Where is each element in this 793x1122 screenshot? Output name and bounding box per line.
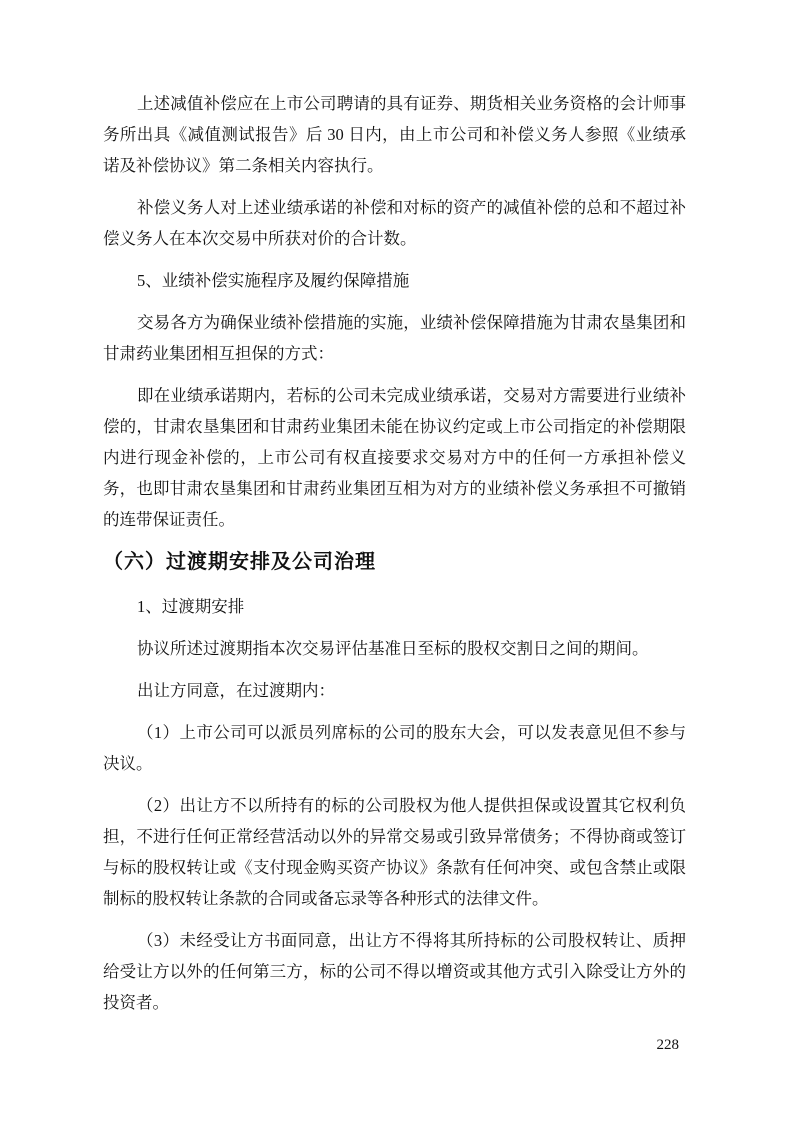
paragraph: 补偿义务人对上述业绩承诺的补偿和对标的资产的减值补偿的总和不超过补偿义务人在本次交易中所获对价的合计数。 <box>103 198 686 248</box>
numbered-subheading: 1、过渡期安排 <box>137 597 245 616</box>
paragraph: （1）上市公司可以派员列席标的公司的股东大会，可以发表意见但不参与决议。 <box>103 723 686 773</box>
paragraph: 即在业绩承诺期内，若标的公司未完成业绩承诺，交易对方需要进行业绩补偿的，甘肃农垦集团和甘肃药业集团未能在协议约定或上市公司指定的补偿期限内进行现金补偿的，上市公司有权直接要求交易对方中的任何一方承担补偿义务，也即甘肃农垦集团和甘肃药业集团互相为对方的业绩补偿义务承担不可撤销的连带保证责任。 <box>103 386 686 529</box>
numbered-subheading: 5、业绩补偿实施程序及履约保障措施 <box>137 271 410 290</box>
paragraph: 交易各方为确保业绩补偿措施的实施，业绩补偿保障措施为甘肃农垦集团和甘肃药业集团相互担保的方式： <box>103 313 686 363</box>
page-number: 228 <box>656 1037 679 1053</box>
paragraph: 上述减值补偿应在上市公司聘请的具有证券、期货相关业务资格的会计师事务所出具《减值测试报告》后 30 日内，由上市公司和补偿义务人参照《业绩承诺及补偿协议》第二条相关内容执行。 <box>103 94 686 175</box>
paragraph: （3）未经受让方书面同意，出让方不得将其所持标的公司股权转让、质押给受让方以外的任何第三方，标的公司不得以增资或其他方式引入除受让方外的投资者。 <box>103 931 686 1012</box>
section-heading: （六）过渡期安排及公司治理 <box>103 551 376 573</box>
paragraph: 协议所述过渡期指本次交易评估基准日至标的股权交割日之间的期间。 <box>137 639 649 658</box>
paragraph: （2）出让方不以所持有的标的公司股权为他人提供担保或设置其它权利负担，不进行任何正常经营活动以外的异常交易或引致异常债务；不得协商或签订与标的股权转让或《支付现金购买资产协议》条款有任何冲突、或包含禁止或限制标的股权转让条款的合同或备忘录等各种形式的法律文件。 <box>103 796 686 908</box>
paragraph: 出让方同意，在过渡期内： <box>137 681 335 700</box>
